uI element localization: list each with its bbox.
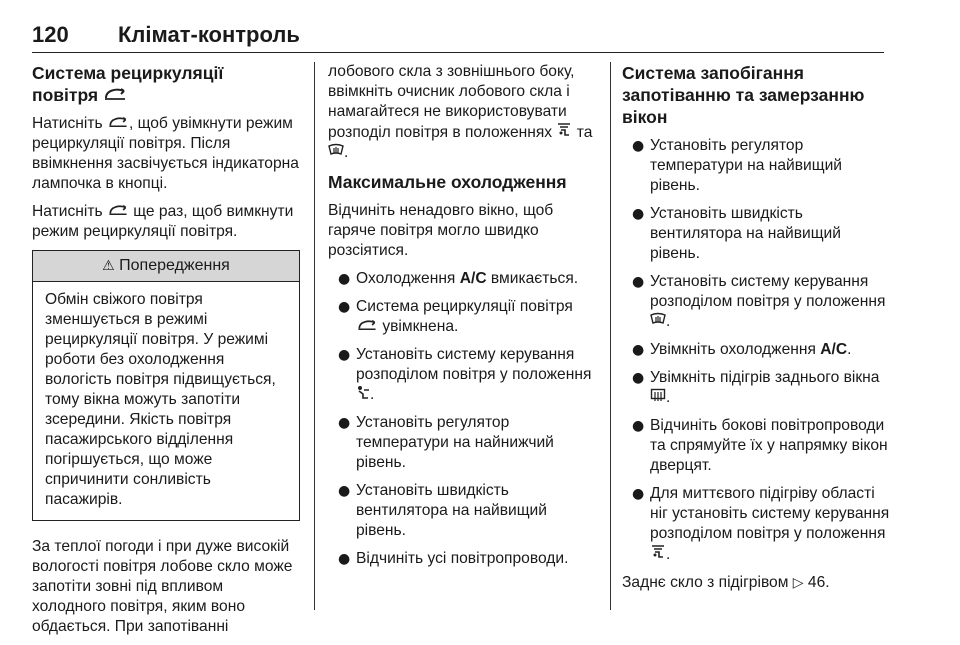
header-rule bbox=[32, 52, 884, 53]
list-item: ● Для миттєвого підігріву області ніг установіть систему керування розподілом повітря у положення . bbox=[632, 485, 890, 563]
list-item: ● Установіть швидкість вентилятора на найвищий рівень. bbox=[632, 205, 841, 262]
list-item: ● Установіть систему керування розподілом повітря у положення . bbox=[338, 346, 592, 403]
list-item: ● Увімкніть підігрів заднього вікна . bbox=[632, 369, 880, 406]
airflow-windscreen-feet-icon bbox=[650, 544, 666, 559]
page-number: 120 bbox=[32, 22, 69, 47]
defrost-windscreen-icon bbox=[650, 312, 666, 326]
list-item: ● Установіть систему керування розподілом повітря у положення . bbox=[632, 273, 886, 330]
column-1 bbox=[32, 62, 300, 645]
cooling-steps-list bbox=[328, 269, 596, 569]
paragraph-recirc-on: Натисніть , щоб увімкнути режим рециркуляції повітря. Після ввімкнення засвічується індикаторна лампочка в кнопці. bbox=[32, 115, 299, 192]
list-item: ● Установіть регулятор температури на найнижчий рівень. bbox=[338, 414, 554, 471]
warning-text: Обмін свіжого повітря зменшується в режимі рециркуляції повітря. У режимі роботи без охолодження вологість повітря підвищується, тому вікна можуть запотіти зсередини. Якість повітря пасажирського відділення погіршується, що може спричинити сонливість пасажирів. bbox=[45, 291, 276, 508]
airflow-face-feet-icon bbox=[356, 385, 370, 399]
warning-icon: ⚠ bbox=[102, 258, 115, 274]
paragraph-humidity: За теплої погоди і при дуже високій вологості повітря лобове скло може запотіти зовні під впливом холодного повітря, яким воно обдається. При запотіванні bbox=[32, 538, 293, 635]
column-3 bbox=[622, 62, 890, 601]
section-heading-max-cooling: Максимальне охолодження bbox=[328, 172, 567, 192]
list-item: ● Охолодження A/C вмикається. bbox=[338, 270, 579, 287]
list-item: ● Система рециркуляції повітря увімкнена. bbox=[338, 298, 573, 335]
recirculation-icon bbox=[356, 319, 378, 331]
paragraph-rear-window-ref: Заднє скло з підігрівом ▷ 46. bbox=[622, 574, 830, 591]
defog-steps-list bbox=[622, 136, 890, 565]
warning-box bbox=[32, 250, 300, 521]
defrost-windscreen-icon bbox=[328, 143, 344, 157]
column-divider bbox=[610, 62, 611, 610]
paragraph-open-window: Відчиніть ненадовго вікно, щоб гаряче повітря могло швидко розсіятися. bbox=[328, 202, 554, 259]
warning-header bbox=[33, 251, 299, 282]
page-reference-link[interactable]: 46. bbox=[807, 574, 830, 591]
rear-window-heater-icon bbox=[650, 388, 666, 402]
list-item: ● Увімкніть охолодження A/C. bbox=[632, 341, 852, 358]
list-item: ● Установіть швидкість вентилятора на найвищий рівень. bbox=[338, 482, 547, 539]
airflow-windscreen-feet-icon bbox=[556, 122, 572, 137]
running-title: Клімат-контроль bbox=[118, 22, 300, 47]
column-divider bbox=[314, 62, 315, 610]
list-item: ● Відчиніть усі повітропроводи. bbox=[338, 550, 569, 567]
recirculation-icon bbox=[107, 116, 129, 128]
page-reference-arrow-icon: ▷ bbox=[792, 575, 804, 591]
section-heading-recirculation: Система рециркуляції повітря bbox=[32, 63, 224, 105]
list-item: ● Відчиніть бокові повітропроводи та спрямуйте їх у напрямку вікон дверцят. bbox=[632, 417, 888, 474]
page-header bbox=[32, 22, 892, 52]
paragraph-continued: лобового скла з зовнішнього боку, ввімкніть очисник лобового скла і намагайтеся не використовувати розподіл повітря в положеннях та . bbox=[328, 63, 593, 161]
paragraph-recirc-off: Натисніть ще раз, щоб вимкнути режим рециркуляції повітря. bbox=[32, 203, 294, 240]
section-heading-defog: Система запобігання запотіванню та замерзанню вікон bbox=[622, 63, 865, 127]
recirculation-icon bbox=[103, 87, 127, 101]
warning-title: Попередження bbox=[119, 257, 230, 274]
recirculation-icon bbox=[107, 204, 129, 216]
list-item: ● Установіть регулятор температури на найвищий рівень. bbox=[632, 137, 842, 194]
column-2 bbox=[328, 62, 596, 577]
